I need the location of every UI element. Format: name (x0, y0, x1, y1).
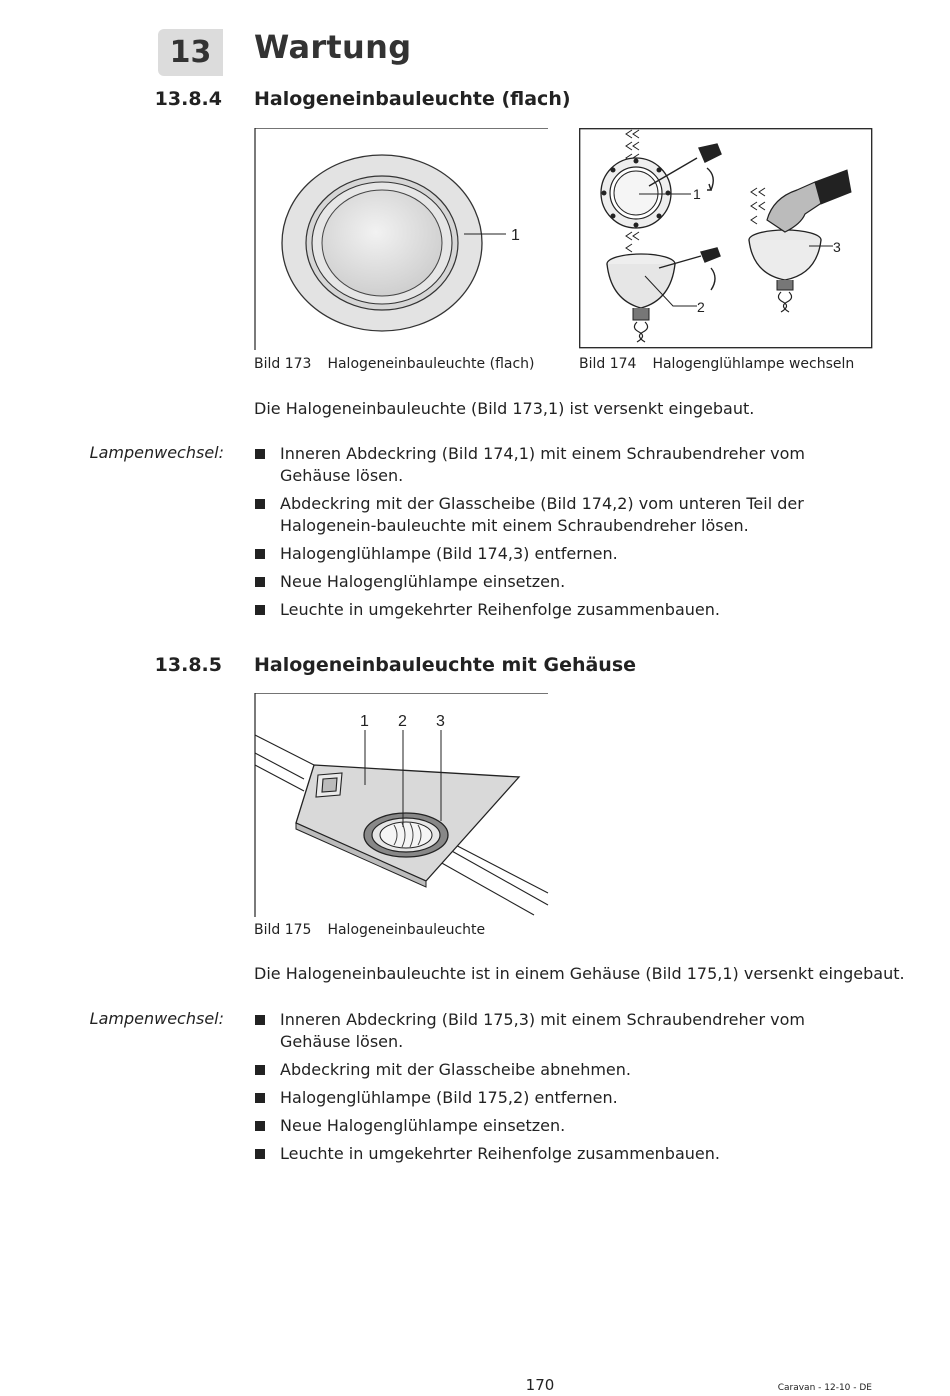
list-item: Leuchte in umgekehrter Reihenfolge zusammenbauen. (254, 1143, 874, 1165)
section-title: Halogeneinbauleuchte mit Gehäuse (254, 654, 637, 676)
section-number: 13.8.4 (154, 88, 222, 110)
figure-175-callout-3: 3 (436, 713, 445, 730)
section-1-side-label: Lampenwechsel: (89, 443, 224, 462)
section-number: 13.8.5 (154, 654, 222, 676)
figure-173-caption (254, 356, 535, 372)
figure-174-caption-number: Bild 174 (579, 356, 637, 372)
figure-175-caption-text: Halogeneinbauleuchte (327, 922, 486, 938)
figure-174-callout-3: 3 (833, 239, 841, 255)
figure-174-caption-text: Halogenglühlampe wechseln (652, 356, 855, 372)
figure-173-callout-1: 1 (511, 227, 520, 244)
list-item: Neue Halogenglühlampe einsetzen. (254, 571, 874, 593)
section-title: Halogeneinbauleuchte (flach) (254, 88, 571, 110)
figure-174-caption (579, 356, 854, 372)
page-number: 170 (525, 1376, 555, 1394)
section-2-intro: Die Halogeneinbauleuchte ist in einem Gehäuse (Bild 175,1) versenkt eingebaut. (254, 964, 905, 983)
list-item: Abdeckring mit der Glasscheibe abnehmen. (254, 1059, 874, 1081)
figure-173-caption-text: Halogeneinbauleuchte (flach) (327, 356, 535, 372)
figure-174-callout-2: 2 (697, 299, 705, 315)
list-item: Halogenglühlampe (Bild 174,3) entfernen. (254, 543, 874, 565)
figure-175-housed-light (254, 693, 550, 917)
document-id: Caravan - 12-10 - DE (777, 1383, 872, 1393)
list-item: Abdeckring mit der Glasscheibe (Bild 174,2) vom unteren Teil der Halogenein-bauleuchte mit einem Schraubendreher lösen. (254, 493, 874, 537)
section-1-intro: Die Halogeneinbauleuchte (Bild 173,1) ist versenkt eingebaut. (254, 399, 755, 418)
list-item: Neue Halogenglühlampe einsetzen. (254, 1115, 874, 1137)
chapter-title: Wartung (254, 28, 412, 66)
figure-174-bulb-replacement (579, 128, 873, 350)
chapter-number: 13 (158, 29, 223, 76)
figure-175-caption (254, 922, 485, 938)
figure-175-callout-1: 1 (360, 713, 369, 730)
section-1-steps (254, 443, 874, 627)
list-item: Leuchte in umgekehrter Reihenfolge zusammenbauen. (254, 599, 874, 621)
list-item: Halogenglühlampe (Bild 175,2) entfernen. (254, 1087, 874, 1109)
figure-175-callout-2: 2 (398, 713, 407, 730)
list-item: Inneren Abdeckring (Bild 175,3) mit einem Schraubendreher vom Gehäuse lösen. (254, 1009, 874, 1053)
figure-175-caption-number: Bild 175 (254, 922, 312, 938)
section-2-side-label: Lampenwechsel: (89, 1009, 224, 1028)
list-item: Inneren Abdeckring (Bild 174,1) mit einem Schraubendreher vom Gehäuse lösen. (254, 443, 874, 487)
figure-174-callout-1: 1 (693, 186, 701, 202)
figure-173-caption-number: Bild 173 (254, 356, 312, 372)
figure-173-recessed-light (254, 128, 550, 350)
section-2-steps (254, 1009, 874, 1171)
